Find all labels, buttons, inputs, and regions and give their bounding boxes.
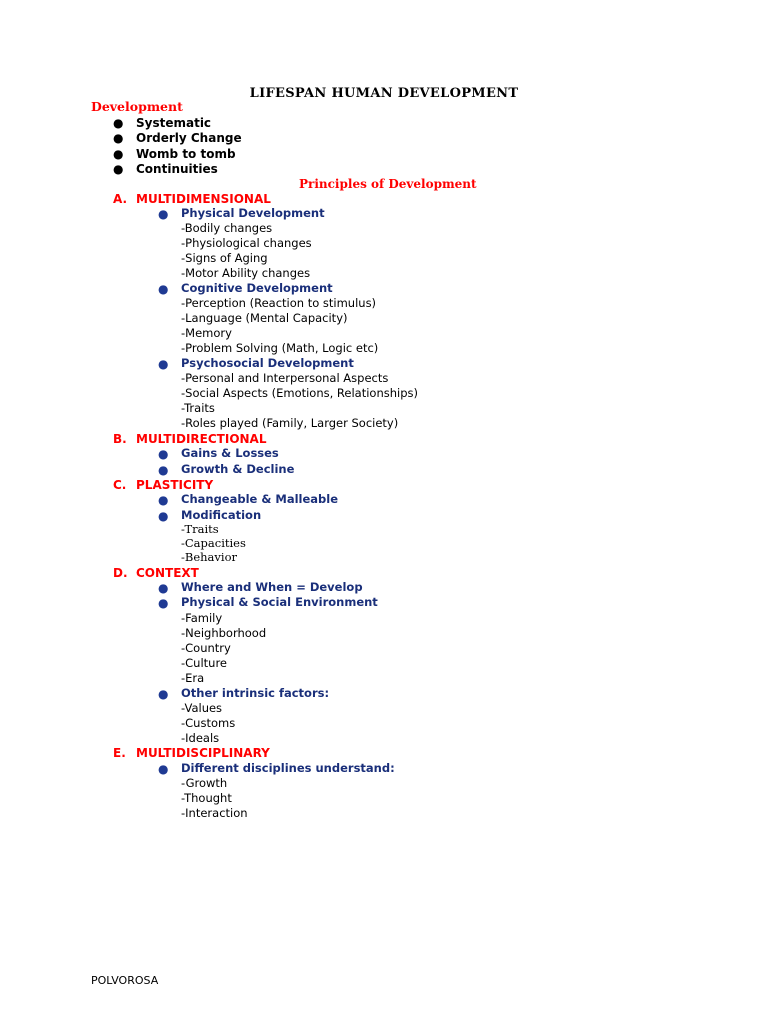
section-heading: MULTIDISCIPLINARY [136,746,270,760]
subheading: Gains & Losses [181,446,279,460]
bullet-dot-icon: ● [158,596,169,610]
subheading: Different disciplines understand: [181,761,395,775]
subheading: Physical Development [181,206,325,220]
list-item: -Memory [181,326,232,340]
list-item: -Roles played (Family, Larger Society) [181,416,399,430]
bullet-dot-icon: ● [158,357,169,371]
bullet-dot-icon: ● [113,162,124,176]
section-letter: A. [113,192,128,206]
development-bullet: Orderly Change [136,131,242,145]
list-item: -Problem Solving (Math, Logic etc) [181,341,379,355]
list-item: -Bodily changes [181,221,273,235]
bullet-dot-icon: ● [158,509,169,523]
list-item: -Capacities [181,536,246,550]
subheading: Cognitive Development [181,281,333,295]
list-item: -Thought [181,791,232,805]
development-heading: Development [91,99,183,114]
page-footer: POLVOROSA [91,974,159,987]
section-letter: B. [113,432,127,446]
bullet-dot-icon: ● [158,463,169,477]
list-item: -Physiological changes [181,236,312,250]
development-bullet: Systematic [136,116,212,130]
list-item: -Social Aspects (Emotions, Relationships) [181,386,419,400]
section-heading: CONTEXT [136,566,199,580]
subheading: Psychosocial Development [181,356,354,370]
section-heading: PLASTICITY [136,478,214,492]
section-heading: MULTIDIMENSIONAL [136,192,271,206]
list-item: -Traits [181,401,215,415]
list-item: -Country [181,641,231,655]
section-letter: E. [113,746,126,760]
bullet-dot-icon: ● [158,493,169,507]
list-item: -Values [181,701,223,715]
subheading: Modification [181,508,262,522]
bullet-dot-icon: ● [158,762,169,776]
subheading: Physical & Social Environment [181,595,378,609]
list-item: -Behavior [181,550,238,564]
list-item: -Era [181,671,205,685]
list-item: -Culture [181,656,228,670]
section-heading: MULTIDIRECTIONAL [136,432,267,446]
subheading: Where and When = Develop [181,580,363,594]
bullet-dot-icon: ● [158,581,169,595]
bullet-dot-icon: ● [158,207,169,221]
list-item: -Motor Ability changes [181,266,311,280]
list-item: -Neighborhood [181,626,267,640]
list-item: -Customs [181,716,236,730]
bullet-dot-icon: ● [158,687,169,701]
section-letter: C. [113,478,127,492]
bullet-dot-icon: ● [158,282,169,296]
section-letter: D. [113,566,128,580]
list-item: -Personal and Interpersonal Aspects [181,371,389,385]
list-item: -Signs of Aging [181,251,268,265]
list-item: -Growth [181,776,228,790]
bullet-dot-icon: ● [113,116,124,130]
subheading: Other intrinsic factors: [181,686,330,700]
document-title: LIFESPAN HUMAN DEVELOPMENT [249,86,519,101]
list-item: -Perception (Reaction to stimulus) [181,296,377,310]
development-bullet: Womb to tomb [136,147,236,161]
list-item: -Interaction [181,806,248,820]
list-item: -Traits [181,522,219,536]
principles-heading: Principles of Development [299,177,477,191]
bullet-dot-icon: ● [113,131,124,145]
bullet-dot-icon: ● [113,147,124,161]
list-item: -Ideals [181,731,220,745]
list-item: -Family [181,611,223,625]
bullet-dot-icon: ● [158,447,169,461]
subheading: Growth & Decline [181,462,295,476]
subheading: Changeable & Malleable [181,492,338,506]
list-item: -Language (Mental Capacity) [181,311,348,325]
development-bullet: Continuities [136,162,218,176]
